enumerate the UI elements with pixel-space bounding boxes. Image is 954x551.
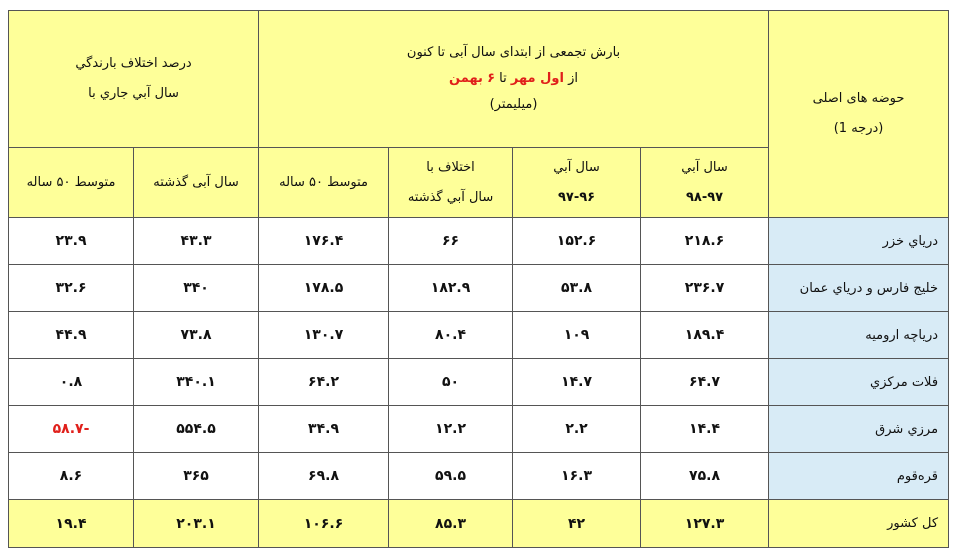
row-name: مرزي شرق xyxy=(769,406,949,453)
cell-pct-avg50-negative: -۵۸.۷ xyxy=(9,406,134,453)
diff-subtitle: سال آبي جاري با xyxy=(88,86,179,101)
cell-wy-prev: ۲.۲ xyxy=(513,406,641,453)
cell-wy-current: ۱۸۹.۴ xyxy=(641,312,769,359)
cell-diff-prev: ۵۹.۵ xyxy=(389,453,513,500)
table-row xyxy=(9,359,949,406)
col-header-pct-prev: سال آبی گذشته xyxy=(134,148,259,218)
cell-wy-current: ۲۱۸.۶ xyxy=(641,218,769,265)
cell-avg50: ۱۷۶.۴ xyxy=(259,218,389,265)
cell-pct-prev: ۳۶۵ xyxy=(134,453,259,500)
cell-avg50: ۳۴.۹ xyxy=(259,406,389,453)
header-precip xyxy=(259,11,769,148)
cell-pct-prev: ۳۴۰ xyxy=(134,265,259,312)
period-end-word: بهمن xyxy=(449,71,483,86)
cell-diff-prev: ۱۲.۲ xyxy=(389,406,513,453)
total-wy-current: ۱۲۷.۳ xyxy=(641,500,769,548)
cell-pct-prev: ۷۳.۸ xyxy=(134,312,259,359)
total-diff-prev: ۸۵.۳ xyxy=(389,500,513,548)
col-header-diff-prev: اختلاف با سال آبي گذشته xyxy=(389,148,513,218)
col-header-wy-prev: سال آبي ۹۷-۹۶ xyxy=(513,148,641,218)
table-row xyxy=(9,312,949,359)
precipitation-table xyxy=(8,10,949,548)
table-row xyxy=(9,218,949,265)
row-name: قره‌قوم xyxy=(769,453,949,500)
period-line xyxy=(259,66,768,92)
total-pct-avg50: ۱۹.۴ xyxy=(9,500,134,548)
unit-label: (میلیمتر) xyxy=(489,97,538,112)
cell-pct-prev: ۵۵۴.۵ xyxy=(134,406,259,453)
cell-wy-current: ۶۴.۷ xyxy=(641,359,769,406)
cell-wy-current: ۱۴.۴ xyxy=(641,406,769,453)
table-row xyxy=(9,406,949,453)
cell-avg50: ۶۴.۲ xyxy=(259,359,389,406)
cell-wy-current: ۷۵.۸ xyxy=(641,453,769,500)
cell-pct-avg50: ۴۴.۹ xyxy=(9,312,134,359)
col-header-avg50: متوسط ۵۰ ساله xyxy=(259,148,389,218)
row-name: خليج فارس و درياي عمان xyxy=(769,265,949,312)
period-end-number: ۶ xyxy=(487,71,496,86)
cell-pct-avg50: ۳۲.۶ xyxy=(9,265,134,312)
cell-wy-prev: ۵۳.۸ xyxy=(513,265,641,312)
cell-wy-prev: ۱۴.۷ xyxy=(513,359,641,406)
cell-avg50: ۶۹.۸ xyxy=(259,453,389,500)
col-header-pct-avg50: متوسط ۵۰ ساله xyxy=(9,148,134,218)
cell-diff-prev: ۵۰ xyxy=(389,359,513,406)
header-diff xyxy=(9,11,259,148)
total-name: کل كشور xyxy=(769,500,949,548)
basin-subtitle: (درجه 1) xyxy=(833,121,884,136)
cell-diff-prev: ۱۸۲.۹ xyxy=(389,265,513,312)
diff-title: درصد اختلاف بارندگي xyxy=(75,56,192,71)
col-header-wy-current: سال آبي ۹۸-۹۷ xyxy=(641,148,769,218)
cell-avg50: ۱۳۰.۷ xyxy=(259,312,389,359)
period-prefix: از xyxy=(568,71,578,86)
period-start: اول مهر xyxy=(510,71,564,86)
cell-pct-avg50: ۲۳.۹ xyxy=(9,218,134,265)
total-row xyxy=(9,500,949,548)
row-name: درياچه اروميه xyxy=(769,312,949,359)
cell-diff-prev: ۸۰.۴ xyxy=(389,312,513,359)
precip-title: بارش تجمعی از ابتدای سال آبی تا کنون xyxy=(406,45,621,60)
precipitation-table-container xyxy=(8,10,948,547)
cell-pct-prev: ۴۳.۳ xyxy=(134,218,259,265)
cell-wy-prev: ۱۵۲.۶ xyxy=(513,218,641,265)
cell-diff-prev: ۶۶ xyxy=(389,218,513,265)
total-avg50: ۱۰۶.۶ xyxy=(259,500,389,548)
cell-avg50: ۱۷۸.۵ xyxy=(259,265,389,312)
cell-pct-prev: ۳۴۰.۱ xyxy=(134,359,259,406)
row-name: درياي خزر xyxy=(769,218,949,265)
table-row xyxy=(9,453,949,500)
period-mid: تا xyxy=(499,71,507,86)
basin-title: حوضه های اصلی xyxy=(812,91,905,106)
cell-wy-prev: ۱۰۹ xyxy=(513,312,641,359)
cell-pct-avg50: ۸.۶ xyxy=(9,453,134,500)
table-row xyxy=(9,265,949,312)
total-pct-prev: ۲۰۳.۱ xyxy=(134,500,259,548)
row-name: فلات مركزي xyxy=(769,359,949,406)
total-wy-prev: ۴۲ xyxy=(513,500,641,548)
cell-wy-current: ۲۳۶.۷ xyxy=(641,265,769,312)
cell-wy-prev: ۱۶.۳ xyxy=(513,453,641,500)
cell-pct-avg50: ۰.۸ xyxy=(9,359,134,406)
header-basin xyxy=(769,11,949,218)
